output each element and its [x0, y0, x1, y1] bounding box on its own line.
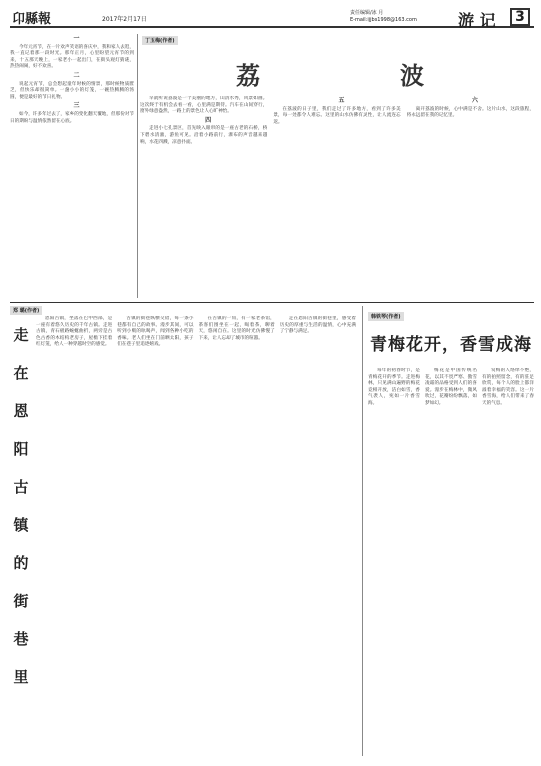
paragraph: 如今，许多年过去了，家乡的变化翻天覆地，但那份对节日的期盼与温情依然留在心底。 [10, 111, 134, 124]
text-column [482, 368, 534, 754]
paragraph: 在荔波的日子里，我们走过了许多地方，看到了许多美景，每一处都令人难忘。这里的山水仿佛有灵性，让人流连忘返。 [273, 106, 401, 125]
article-title: 青梅花开，香雪成海 [370, 335, 532, 355]
masthead: 卬縣報 [12, 12, 52, 27]
editor-email: E-mail:ijjbs1998@163.com [350, 17, 417, 23]
section-number: 二 [73, 71, 80, 79]
text-column [273, 96, 400, 296]
section-number: 三 [73, 102, 80, 110]
column-divider [137, 34, 138, 298]
paragraph: 梅花是中国传统名花，以其不畏严寒、傲雪凌霜的品格受到人们的喜爱。漫步在梅林中，微风吹过，花瓣纷纷飘落，如梦如幻。 [425, 368, 477, 406]
paragraph: 离开荔波的时候，心中满是不舍。这片山水，这段旅程，将永远留在我的记忆里。 [406, 106, 534, 119]
paragraph: 早就听说荔波是一个美丽的地方，山清水秀，风景如画。这次终于有机会去看一看，心里满是期待。汽车在山间穿行，窗外绿意盎然，一路上的景色让人心旷神怡。 [140, 96, 268, 115]
paragraph: 走在恩阳古镇的街巷里，感受着历史的厚重与生活的温情，心中充满了宁静与满足。 [279, 316, 356, 335]
issue-date: 2017年2月17日 [102, 16, 147, 23]
column-divider [362, 306, 363, 756]
lychee-article-body [140, 96, 534, 296]
text-column [280, 316, 356, 754]
paragraph: 今年元宵节，在一片欢声笑语的喜庆中，我和家人去逛，我一直记着那一段时光。那年正月，心里盼望元宵节的到来，十五那天晚上，一家老小一起出门，在街头观灯猜谜，热热闹闹，好不欢喜。 [10, 44, 134, 70]
paragraph: 走进小七孔景区，首先映入眼帘的是一座古老的石桥，桥下碧水清澈，游鱼可见。沿着小路前行，瀑布的声音越来越响，水花四溅，凉意扑面。 [140, 126, 268, 145]
author-tag: 丁玉梅(作者) [142, 36, 178, 45]
title-char: 走 [13, 326, 29, 344]
title-char: 的 [13, 554, 29, 572]
text-column [407, 96, 534, 296]
title-char: 在 [13, 364, 29, 382]
title-char: 阳 [13, 440, 29, 458]
section-number: 一 [73, 35, 80, 42]
street-article-body [36, 316, 356, 754]
paragraph: 在古镇的一角，有一家老茶馆，茶客们围坐在一起，喝着茶，聊着天，悠闲自在。这里的时光仿佛慢了下来，让人忘却了城市的喧嚣。 [198, 316, 275, 341]
paragraph: 说起元宵节，总会想起童年时候的情景，那时候物质匮乏，但快乐却很简单。一盏小小的灯笼，一碗热腾腾的汤圆，便是最好的节日礼物。 [10, 81, 134, 100]
text-column [199, 316, 275, 754]
title-char: 镇 [13, 516, 29, 534]
text-column [140, 96, 267, 296]
text-column [36, 316, 112, 754]
title-char: 街 [13, 592, 29, 610]
page-header [10, 8, 534, 28]
article-title-char: 荔 [236, 61, 260, 90]
paragraph: 每年的初春时节，是青梅花开的季节。走进梅林，只见满山遍野的梅花竞相开放，洁白如雪，香气袭人，宛如一片香雪海。 [368, 368, 420, 406]
title-char: 里 [13, 668, 29, 686]
author-tag: 郑 璐(作者) [10, 306, 42, 315]
vertical-article-title [10, 316, 32, 696]
editor-name: 责任编辑/冰 月 [350, 10, 384, 16]
text-column [368, 368, 420, 754]
section-number: 六 [471, 97, 478, 104]
paragraph: 赏梅的人络绎不绝，有的拍照留念，有的驻足欣赏，每个人的脸上都洋溢着幸福的笑容。这一片香雪海，给人们带来了春天的气息。 [482, 368, 534, 406]
section-number: 五 [338, 97, 345, 104]
text-column [425, 368, 477, 754]
title-char: 巷 [13, 630, 29, 648]
plum-article-body [368, 368, 534, 754]
paragraph: 恩阳古镇，坐落在巴中西部，是一座有着悠久历史的千年古镇。走进古镇，青石板路蜿蜒曲折，两旁是古色古香的木结构老房子，屋檐下挂着红灯笼，给人一种穿越时空的感觉。 [36, 316, 113, 348]
title-char: 恩 [13, 402, 29, 420]
page-number: 3 [510, 8, 530, 26]
section-title: 游 记 [458, 11, 496, 30]
section-number: 四 [205, 116, 212, 124]
text-column [117, 316, 193, 754]
article-title-char: 波 [400, 61, 424, 90]
author-tag: 韩铁琴(作者) [368, 312, 404, 321]
section-divider [10, 302, 534, 303]
left-top-article [10, 34, 134, 296]
editor-info [350, 10, 417, 24]
title-char: 古 [13, 478, 29, 496]
paragraph: 古镇的街巷纵横交错，每一条小巷都有自己的故事。漫步其间，可以听到小贩的吆喝声，闻到各种小吃的香味。老人们坐在门前晒太阳，孩子们在巷子里追逐嬉戏。 [117, 316, 194, 348]
